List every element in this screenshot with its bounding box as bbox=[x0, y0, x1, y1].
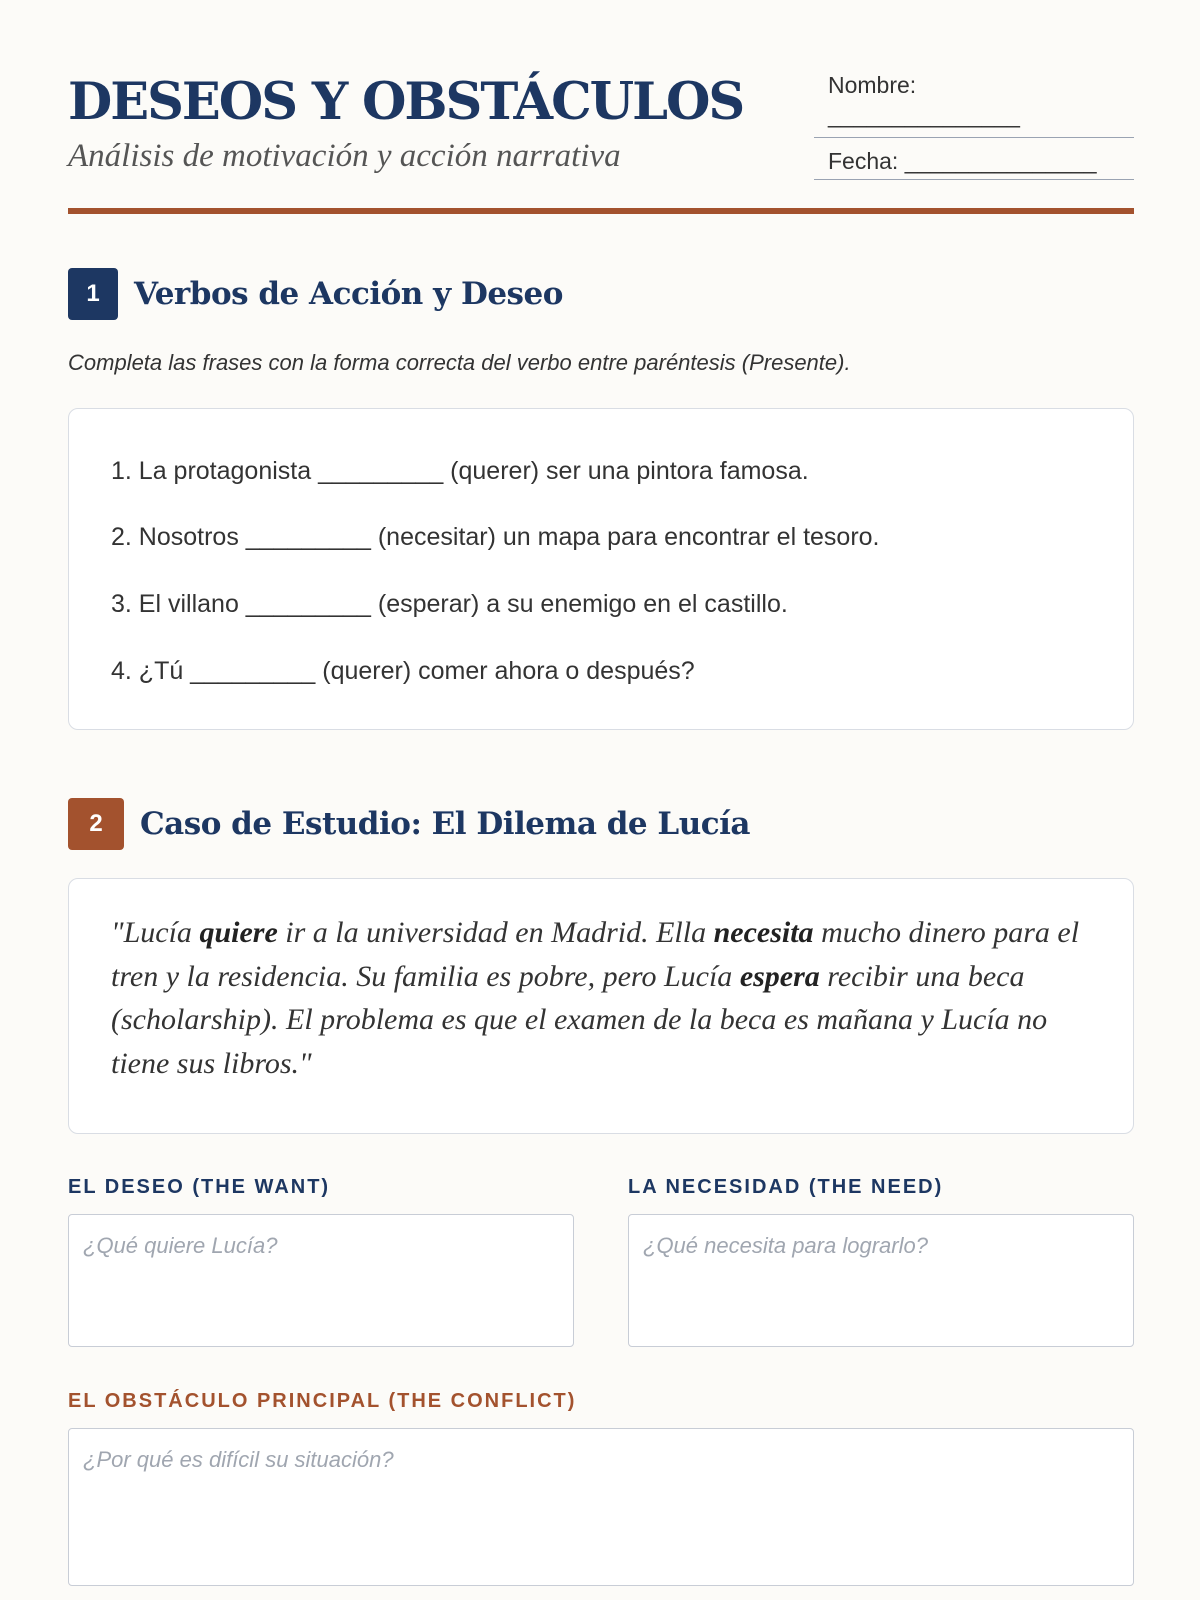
highlight-verb-quiere: quiere bbox=[199, 916, 278, 949]
name-blank: _______________ bbox=[828, 102, 1020, 128]
case-study-card bbox=[68, 878, 1134, 1134]
page-subtitle: Análisis de motivación y acción narrativa bbox=[68, 138, 621, 174]
need-answer-box[interactable] bbox=[628, 1214, 1134, 1347]
verb-exercise-card bbox=[68, 408, 1134, 730]
section-2-header bbox=[68, 798, 750, 850]
header-divider bbox=[68, 208, 1134, 214]
need-label: LA NECESIDAD (THE NEED) bbox=[628, 1176, 944, 1198]
highlight-verb-necesita: necesita bbox=[713, 916, 814, 949]
case-study-text: "Lucía quiere ir a la universidad en Madrid. Ella necesita mucho dinero para el tren y la residencia. Su familia es pobre, pero Lucía espera recibir una beca (scholarship). El problema es que el examen de la beca es mañana y Lucía no tiene sus libros." bbox=[111, 916, 1080, 1080]
date-field[interactable] bbox=[814, 146, 1134, 180]
name-label: Nombre: bbox=[828, 72, 917, 98]
want-answer-box[interactable] bbox=[68, 1214, 574, 1347]
worksheet-header bbox=[68, 70, 1134, 214]
section-1-title: Verbos de Acción y Deseo bbox=[134, 276, 563, 312]
page-title: DESEOS Y OBSTÁCULOS bbox=[68, 72, 744, 132]
section-2-badge: 2 bbox=[68, 798, 124, 850]
date-label: Fecha: bbox=[828, 148, 899, 174]
highlight-verb-espera: espera bbox=[739, 959, 820, 993]
exercise-item: 2. Nosotros _________ (necesitar) un mapa para encontrar el tesoro. bbox=[111, 523, 880, 551]
section-1-badge: 1 bbox=[68, 268, 118, 320]
want-label: EL DESEO (THE WANT) bbox=[68, 1176, 331, 1198]
conflict-answer-box[interactable] bbox=[68, 1428, 1134, 1586]
name-field[interactable] bbox=[814, 70, 1134, 138]
section-2-title: Caso de Estudio: El Dilema de Lucía bbox=[140, 806, 750, 842]
section-1-instructions: Completa las frases con la forma correcta del verbo entre paréntesis (Presente). bbox=[68, 350, 851, 375]
date-blank: _______________ bbox=[904, 148, 1097, 174]
exercise-item: 1. La protagonista _________ (querer) ser una pintora famosa. bbox=[111, 457, 809, 485]
conflict-label: EL OBSTÁCULO PRINCIPAL (THE CONFLICT) bbox=[68, 1390, 577, 1412]
exercise-item: 4. ¿Tú _________ (querer) comer ahora o después? bbox=[111, 657, 695, 685]
exercise-item: 3. El villano _________ (esperar) a su enemigo en el castillo. bbox=[111, 590, 788, 618]
section-1-header bbox=[68, 268, 563, 320]
